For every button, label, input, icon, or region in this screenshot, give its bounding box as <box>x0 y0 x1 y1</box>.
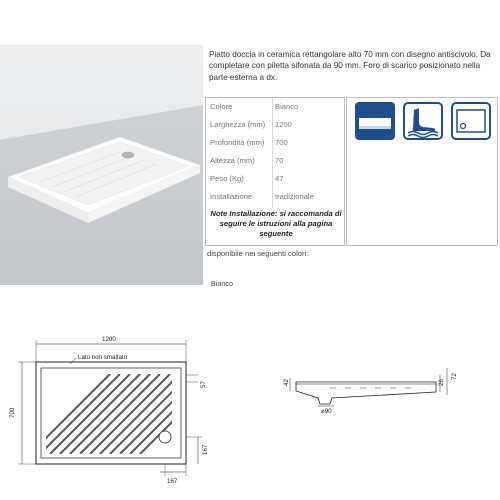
plan-width-label: 1200 <box>102 336 116 343</box>
spec-row-colore <box>206 98 344 116</box>
product-photo <box>0 45 203 285</box>
section-right-label-2: 72 <box>451 373 458 380</box>
plan-drain-y-label: 167 <box>202 444 209 455</box>
spec-label: Installazione <box>210 192 253 201</box>
colors-available-title: disponibile nei seguenti colori: <box>207 249 309 258</box>
spec-row-profondita <box>206 134 344 152</box>
section-view <box>296 382 436 404</box>
drain-position-icon <box>451 102 491 140</box>
spec-label: Profondità (mm) <box>210 138 265 147</box>
section-drain-diameter-label: ⌀90 <box>321 408 332 415</box>
spec-value: Bianco <box>275 102 299 111</box>
drain-hole <box>159 431 171 443</box>
product-description: Piatto doccia in ceramica rettangolare alto 70 mm con disegno antiscivolo. Da completare con piletta sifonata da 90 mm. Foro di scarico posizionato nella parte esterna a dx. <box>209 50 491 82</box>
section-right-label-1: 26 <box>438 379 445 386</box>
spec-value: 1200 <box>275 120 292 129</box>
plan-depth-label: 700 <box>9 407 16 418</box>
spec-row-peso <box>206 170 344 188</box>
anti-slip-foot-icon <box>403 102 443 140</box>
spec-row-altezza <box>206 152 344 170</box>
spec-table <box>205 97 345 246</box>
spec-row-larghezza <box>206 116 344 134</box>
shower-tray-image <box>0 45 203 285</box>
section-left-height-label: 42 <box>283 379 290 386</box>
spec-value: tradizionale <box>275 192 314 201</box>
unglazed-side-label: Lato non smaltato <box>78 354 128 361</box>
technical-drawing <box>0 300 500 500</box>
spec-label: Altezza (mm) <box>210 156 255 165</box>
spec-label: Peso (Kg) <box>210 174 244 183</box>
installation-note: Note Installazione: si raccomanda di seguire le istruzioni alla pagina seguente <box>210 209 342 239</box>
color-option-bianco[interactable]: Bianco <box>211 279 233 288</box>
spec-label: Colore <box>210 102 233 111</box>
plan-edge-label: 57 <box>200 381 207 388</box>
spec-label: Larghezza (mm) <box>210 120 266 129</box>
spec-value: 47 <box>275 174 284 183</box>
feature-icons-panel <box>346 97 498 246</box>
spec-value: 70 <box>275 156 284 165</box>
spec-value: 700 <box>275 138 288 147</box>
plan-drain-x-label: 167 <box>167 478 178 485</box>
spec-row-installazione <box>206 188 344 206</box>
shower-tray-flat-icon <box>355 102 395 140</box>
